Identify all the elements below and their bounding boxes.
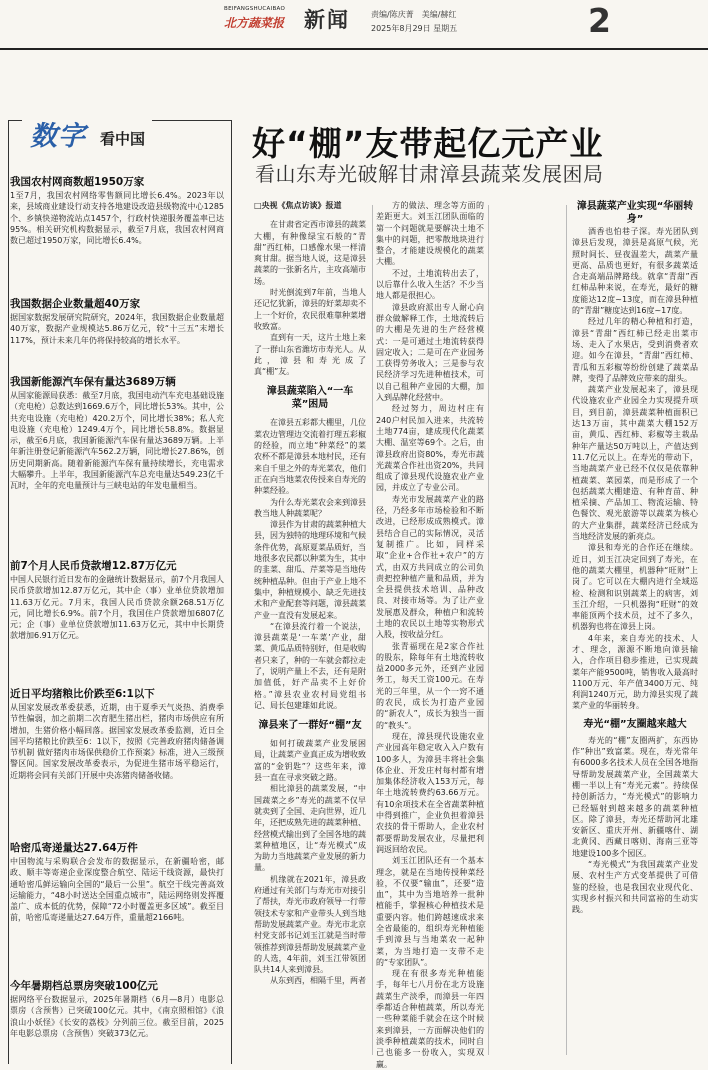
paragraph: 刘玉江团队还有一个基本理念，就是在当地传授种菜经验，不仅要“输血”，还要“造血”，其中为当地培养一批种植能手，掌握核心种植技术是重要内容。他们跨越速成求来全省最能的，组织寿光种植能手到漳县与当地菜农一起种菜，为当地打造一支带不走的“专家团队”。 <box>376 856 484 967</box>
paragraph: 不过，土地流转出去了，以后靠什么收入生活？不少当地人都是很担心。 <box>376 268 484 301</box>
column-divider <box>372 205 373 1055</box>
news-title: 前7个月人民币贷款增12.87万亿元 <box>10 560 177 572</box>
paragraph: 在甘肃省定西市漳县的蔬菜大棚，有种像绿宝石般的“青甜”西红柿，口感像水果一样清爽甘甜。据当地人说，这是漳县蔬菜的一张新名片，主攻高端市场。 <box>254 220 366 286</box>
banner-subtitle: 看中国 <box>100 130 146 148</box>
section-heading: 漳县蔬菜陷入“一车菜”困局 <box>266 386 354 411</box>
section-title: 新闻 <box>304 8 350 32</box>
news-title: 今年暑期档总票房突破100亿元 <box>10 980 158 992</box>
paragraph: “寿光模式”为我国蔬菜产业发展、农村生产方式变革提供了可借鉴的经验，也是我国农业现代化、实现乡村振兴和共同富裕的生动实践。 <box>572 860 698 915</box>
paragraph: 漳县政府派出专人耐心向群众做解释工作，土地流转后的大棚是先进的生产经营模式：一是可通过土地流转获得固定收入；二是可在产业园务工获得劳务收入；三是参与农民经济学习先进种植技术，可以自己租种产业园的大棚，加入到品牌化经营中。 <box>376 302 484 403</box>
paragraph: 为什么寿光菜农会来到漳县教当地人种蔬菜呢？ <box>254 497 366 518</box>
column-divider <box>566 205 567 1055</box>
banner-title: 数字 <box>30 121 86 152</box>
news-body: 据国家数据发展研究院研究，2024年，我国数据企业数量超40万家，数据产业规模达5.86万亿元，较“十三五”末增长117%，预计未来几年仍将保持较高的增长水平。 <box>10 313 224 345</box>
news-item <box>10 560 224 642</box>
news-item <box>10 842 224 924</box>
paragraph: 张青福现在是2家合作社的股东，除每年有土地流转收益2000多元外，还到产业园务工，每天工资100元。在寿光的三年里，从一个一窍不通的农民，成长为打造产业园的“新农人”，成长为独当一面的“教头”。 <box>376 641 484 730</box>
article-column-3 <box>572 200 698 916</box>
paragraph: 现在有很多寿光种植能手，每年七八月份在北方设施蔬菜生产淡季，而漳县一年四季都适合种植蔬菜，所以寿光一些种菜能手就会在这个时候来到漳县，一方面解决他们的淡季种植蔬菜的技术，同时自己也能多一份收入，实现双赢。 <box>376 969 484 1069</box>
editors-line: 责编/陈庆菁 美编/赫红 <box>371 10 457 19</box>
paragraph: 经过努力，周边村庄有240户村民加入进来，共流转土地774亩，建成现代化蔬菜大棚、温室等69个。之后，由漳县政府出资80%，寿光市蔬光蔬菜合作社出资20%，共同组成了漳县现代设施农业产业园，并成立了专业公司。 <box>376 404 484 493</box>
paragraph: 寿光的“棚”友圈两扩，东西协作”种出”致富菜。现在，寿光常年有6000多名技术人员在全国各地指导帮助发展蔬菜产业，全国蔬菜大棚一半以上有“寿光元素”。持续保持创新活力，“寿光模式”的影响力已经辐射到越来越多的蔬菜种植区。除了漳县，寿光还帮助河北雄安新区、重庆开州、新疆喀什、湖北黄冈、西藏日喀则、海南三亚等地建设100多个园区。 <box>572 735 698 858</box>
paragraph: 漳县和寿光的合作还在继续。近日，刘玉江决定回到了寿光，在他的蔬菜大棚里，机器种“旺财”上岗了。它可以在大棚内进行全域巡检、检测和识别蔬菜上的病害，刘玉江介绍，一只机器狗“旺财”的效率能顶两个技术员，过不了多久，机器狗也将在漳县上岗。 <box>572 543 698 632</box>
news-item <box>10 298 224 346</box>
paragraph: 蔬菜产业发展起来了，漳县现代设施农业产业园全力实现提升项目，到目前，漳县蔬菜种植面积已达13万亩，其中蔬菜大棚152万亩，黄瓜、西红柿、彩椒等主栽品种年产量达50万吨以上，产值达到11.7亿元以上。在寿光的带动下，当地蔬菜产业已经不仅仅是依靠种植蔬菜、菜园菜，而是形成了一个包括蔬菜大棚建造、有种育苗、种植采摘、产品加工、物流运输、特色餐饮、观光旅游等以蔬菜为核心的大产业集群，蔬菜经济已经成为当地经济发展的新亮点。 <box>572 385 698 542</box>
paragraph: 直到有一天，这片土地上来了一群山东省潍坊市寿光人。从此，漳县和寿光成了真“棚”友。 <box>254 333 366 377</box>
page-number: 2 <box>588 1 611 40</box>
paragraph: 酒香也怕巷子深。寿光团队到漳县后发现，漳县是高原气候，光照时间长、昼夜温差大，蔬菜产量更高、品质也更好，有很多蔬菜适合走高端品牌路线。就拿“青甜”西红柿品种来说，在寿光，最好的糖度能达12度~13度，而在漳县种植的“青甜”糖度达到16度~17度。 <box>572 227 698 316</box>
paragraph: 现在，漳县现代设施农业产业园高年稳定收入入户数有100多人，为漳县丰将社会集体企业、开发庄村每村都有增加集体经济收入153万元，每年土地流转费约63.66万元。有10余项技术在全省蔬菜种植中得到推广，企业负担着漳县农技的骨干帮助人，企业农村都要帮助发展农业，尽量把利润返回给农民。 <box>376 731 484 854</box>
news-body: 1至7月，我国农村网络零售额同比增长6.4%。2023年以来，县域商业建设行动支持各地建设改造县级物流中心1285个、乡镇快递物流站点1457个，行政村快递服务覆盖率已达95%。相关研究机构数据显示，截至7月底，我国农村网商数已超过1950万家，同比增长6.4%。 <box>10 191 224 246</box>
news-item <box>10 176 224 246</box>
news-body: 从国家发展改革委获悉，近期，由于夏季天气炎热、消费季节性偏弱，加之前期二次育肥生猪出栏，猪肉市场供应有所增加，生猪价格小幅回落。据国家发展改革委监测，近日全国平均猪粮比价跌至6：1以下，按照《完善政府猪肉储备调节机制 做好猪肉市场保供稳价工作预案》标准，进入三级预警区间。国家发展改革委表示，为促进生猪市场平稳运行，近期将会同有关部门开展中央冻猪肉储备收储。 <box>10 703 224 780</box>
news-title: 我国农村网商数超1950万家 <box>10 176 145 188</box>
paragraph: 相比漳县的蔬菜发展，“中国蔬菜之乡”寿光的蔬菜不仅早就卖到了全国、走向世界，近几年，还把成熟先进的蔬菜种植、经营模式输出到了全国各地的蔬菜种植地区，让“寿光模式”成为助力当地蔬菜产业发展的新力量。 <box>254 784 366 873</box>
paragraph: 在漳县五彩都大棚里，几位菜农边管理边交流着打理五彩椒的经验，而立地“种菜经”的菜农杯不都是漳县本地村民，还有来自千里之外的寿光菜农，他们正在向当地菜农传授来自寿光的种菜经验。 <box>254 418 366 496</box>
paragraph: “在漳县流行着一个说法，漳县蔬菜是‘一车菜’产业，甜菜、黄瓜品质特别好，但是收购者只来了，种的一车就会都拉走了，说明产量上不去，还有是附加值低，好产品卖不上好价格。”漳县农业农村局党组书记、局长包建雄如此说。 <box>254 621 366 710</box>
news-title: 我国数据企业数量超40万家 <box>10 298 141 310</box>
news-item <box>10 980 224 1039</box>
section-heading: 寿光“棚”友圈越来越大 <box>583 718 687 730</box>
news-item <box>10 376 224 492</box>
section-heading: 漳县来了一群好“棚”友 <box>258 720 362 732</box>
column-banner <box>8 114 168 160</box>
news-body: 从国家能源局获悉：截至7月底，我国电动汽车充电基础设施（充电枪）总数达到1669.6万个，同比增长53%。其中，公共充电设施（充电枪）420.2万个，同比增长38%；私人充电设施（充电枪）1249.4万个，同比增长58.8%。数据显示，截至6月底，我国新能源汽车保有量达3689万辆。上半年新注册登记新能源汽车562.2万辆，同比增长27.86%，创历史同期新高。随着新能源汽车保有量持续增长，充电需求大幅攀升。上半年，我国新能源汽车总充电量达549.23亿千瓦时，全年的充电量预计与三峡电站的年发电量相当。 <box>10 391 224 491</box>
article-byline: □央视《焦点访谈》报道 <box>254 201 342 210</box>
news-item <box>10 688 224 781</box>
news-title: 哈密瓜寄递量达27.64万件 <box>10 842 138 854</box>
masthead <box>0 0 708 50</box>
article-column-1 <box>254 200 366 987</box>
news-title: 我国新能源汽车保有量达3689万辆 <box>10 376 176 388</box>
section-heading: 漳县蔬菜产业实现“华丽转身” <box>576 201 694 225</box>
news-body: 据网络平台数据显示，2025年暑期档（6月—8月）电影总票房（含预售）已突破100亿元。其中，《南京照相馆》《浪浪山小妖怪》《长安的荔枝》分列前三位。截至目前，2025年电影总票房（含预售）突破373亿元。 <box>10 995 224 1038</box>
paragraph: 寿光市发展蔬菜产业的路径，乃经多年市场检验和不断改进，已经形成成熟模式。漳县结合自己的实际情况，灵活复制推广。比如，同样采取“企业+合作社+农户”的方式，由双方共同成立的公司负责把控种植产量和品质，并为全县提供技术培训、品种改良、对接市场等。为了让产业发展惠及群众，种植户和流转土地的农民以土地等实物形式入股，按收益分红。 <box>376 494 484 640</box>
paragraph: 机缘就在2021年，漳县政府通过有关部门与寿光市对接引了帮扶，寿光市政府领导一行带领技术专家和产业带头人到当地帮助发展蔬菜产业。寿光市北京村党支部书记刘玉江就是当时带领推荐到漳县帮助发展蔬菜产业的人选，4年前，刘玉江带领团队共14人来到漳县。 <box>254 874 366 975</box>
paragraph: 经过几年的精心种植和打造，漳县“青甜”西红柿已经走出菜市场、走入了水果店，受到消费者欢迎。如今在漳县，“青甜”西红柿、青瓜和五彩椒等纷纷创建了蔬菜品牌，变得了品牌效应带来的甜头。 <box>572 317 698 383</box>
paragraph: 方的做法、理念等方面的差距更大。刘玉江团队面临的第一个问题就是要解决土地不集中的问题，把零散地块进行整合，才能建设规模化的蔬菜大棚。 <box>376 201 484 267</box>
newspaper-logo-en: BEIFANGSHUCAIBAO <box>224 6 286 12</box>
paragraph: 从东到西，相隔千里，两者 <box>270 976 366 986</box>
article-subheadline: 看山东寿光破解甘肃漳县蔬菜发展困局 <box>255 162 604 186</box>
news-body: 中国物流与采购联合会发布的数据显示，在新疆哈密，邮政、顺丰等寄递企业深度整合航空、陆运干线资源，最快打通哈密瓜鲜运输向全国的“最后一公里”。航空干线完善高效运输能力，“48小时送达全国重点城市”，陆运网络则发挥覆盖广、成本低的优势，保障“72小时覆盖更多区域”。截至目前，哈密瓜寄递量达27.64万件，重量超2166吨。 <box>10 857 224 923</box>
issue-date: 2025年8月29日 星期五 <box>371 24 458 33</box>
paragraph: 如何打破蔬菜产业发展困局，让蔬菜产业真正成为增收致富的“金钥匙”？这些年来，漳县一直在寻求突破之路。 <box>254 739 366 783</box>
article-headline: 好“棚”友带起亿元产业 <box>252 124 604 163</box>
news-title: 近日平均猪粮比价跌至6:1以下 <box>10 688 155 700</box>
news-body: 中国人民银行近日发布的金融统计数据显示，前7个月我国人民币贷款增加12.87万亿元，其中企（事）业单位贷款增加11.63万亿元。7月末，我国人民币贷款余额268.51万亿元，同比增长6.9%。前7个月，我国住户贷款增加6807亿元；企（事）业单位贷款增加11.63万亿元，其中中长期贷款增加6.91万亿元。 <box>10 575 224 641</box>
column-divider <box>488 205 489 1055</box>
article-column-2 <box>376 200 484 1070</box>
paragraph: 漳县作为甘肃的蔬菜种植大县，因为独特的地理环境和气候条件优势，高原夏菜品质好，当地很多农民都以种菜为生，其中的韭菜、甜瓜、芹菜等是当地传统种植品种。但由于产业上地不集中，种植规模小、缺乏先进技术和产业配套等问题，漳县蔬菜产业一直没有发展起来。 <box>254 520 366 620</box>
paragraph: 时光倒流到7年前，当地人还记忆犹新，漳县的好菜却卖不上一个好价，农民很难靠种菜增收致富。 <box>254 288 366 331</box>
paragraph: 4年来，来自寿光的技术、人才、理念，源源不断地向漳县输入，合作项目稳步推进，已实现蔬菜年产能9500吨，销售收入最高时1100万元、年产值3400万元、纯利润1240万元，助力漳县实现了蔬菜产业的华丽转身。 <box>572 633 698 711</box>
newspaper-logo: 北方蔬菜报 <box>224 16 285 30</box>
